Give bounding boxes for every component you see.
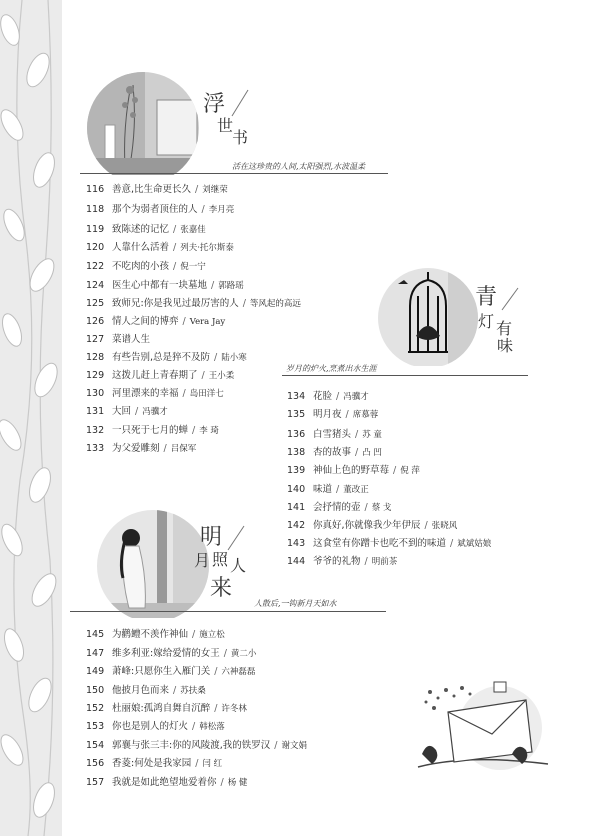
toc-entry[interactable]: 122 不吃肉的小孩 / 倪一宁 [86,261,206,272]
toc-page-number: 142 [287,520,306,531]
toc-title: 郭襄与张三丰:你的风陵渡,我的铁罗汉 [112,740,271,751]
toc-page-number: 139 [287,465,306,476]
toc-author: 王小柔 [208,371,235,381]
toc-page-number: 132 [86,425,105,436]
toc-author: 陆小寒 [221,353,247,363]
toc-entry[interactable]: 125 致师兄:你是我见过最厉害的人 / 等风起的高远 [86,298,301,309]
toc-author: 岛田洋七 [189,389,224,399]
toc-entry[interactable]: 154 郭襄与张三丰:你的风陵渡,我的铁罗汉 / 谢文娟 [86,740,307,751]
section-rule [80,173,388,174]
toc-entry[interactable]: 147 维多利亚:嫁给爱情的女王 / 黄二小 [86,648,257,659]
toc-author: 谢文娟 [281,741,307,751]
toc-entry[interactable]: 143 这食堂有你蹭卡也吃不到的味道 / 斌斌姑娘 [287,538,492,549]
toc-author: 蔡 戈 [371,503,392,513]
section-title-char: 青 [475,285,498,310]
toc-author: 六神磊磊 [221,667,256,677]
toc-page-number: 144 [287,556,306,567]
toc-entry[interactable]: 138 杏的故事 / 凸 凹 [287,447,382,458]
section-title-char: 明 [200,525,223,550]
toc-entry[interactable]: 156 香菱:何处是我家园 / 闫 红 [86,758,223,769]
toc-author: 吕保军 [170,444,197,454]
toc-entry[interactable]: 139 神仙上色的野草莓 / 倪 萍 [287,465,420,476]
toc-title: 为父爱雕刻 [112,443,160,454]
toc-entry[interactable]: 150 他披月色而来 / 苏扶桑 [86,685,206,696]
toc-author: 斌斌姑娘 [457,539,492,549]
toc-title: 明月夜 [313,409,342,420]
toc-entry[interactable]: 152 杜丽娘:孤鸿自舞自沉醉 / 许冬林 [86,703,247,714]
toc-page-number: 122 [86,261,105,272]
toc-page-number: 141 [287,502,306,513]
toc-entry[interactable]: 145 为鹳鳢不羡作神仙 / 施立松 [86,629,225,640]
toc-page-number: 127 [86,334,105,345]
toc-entry[interactable] [86,334,150,346]
toc-author: 许冬林 [221,704,247,714]
toc-page-number: 157 [86,777,105,788]
toc-page-number: 131 [86,406,105,417]
toc-page-number: 119 [86,224,105,235]
slash-divider [230,88,250,118]
toc-page-number: 149 [86,666,105,677]
toc-entry[interactable]: 142 你真好,你就像我少年伊辰 / 张晓风 [287,520,458,531]
toc-page-number: 126 [86,316,105,327]
section-tagline: 活在这珍贵的人间,太阳强烈,水波温柔 [232,162,366,171]
toc-page-number: 116 [86,184,105,195]
toc-title: 一只死于七月的蝉 [112,425,189,436]
section-title-char: 照 [212,550,229,569]
toc-page-number: 140 [287,484,306,495]
toc-title: 河里漂来的幸福 [112,388,179,399]
section-rule [282,375,528,376]
toc-title: 维多利亚:嫁给爱情的女王 [112,648,220,659]
toc-entry[interactable]: 136 白雪猪头 / 苏 童 [287,429,382,440]
toc-title: 致陈述的记忆 [112,224,170,235]
toc-title: 为鹳鳢不羡作神仙 [112,629,189,640]
toc-author: 张晓风 [431,521,458,531]
section-title-char: 人 [230,556,247,575]
toc-entry[interactable]: 118 那个为弱者顶住的人 / 李月亮 [86,204,235,215]
toc-title: 杜丽娘:孤鸿自舞自沉醉 [112,703,211,714]
toc-author: 韩松落 [199,722,225,732]
toc-title: 菜谱人生 [112,334,151,345]
toc-author: 等风起的高远 [249,299,301,309]
toc-entry[interactable]: 135 明月夜 / 席慕蓉 [287,409,379,420]
toc-entry[interactable]: 140 味道 / 董改正 [287,484,369,495]
toc-title: 致师兄:你是我见过最厉害的人 [112,298,239,309]
toc-title: 爷爷的礼物 [313,556,361,567]
toc-title: 白雪猪头 [313,429,352,440]
toc-author: 李 琦 [199,426,219,436]
toc-page-number: 145 [86,629,105,640]
toc-page-number: 154 [86,740,105,751]
section-title-char: 浮 [203,92,226,117]
slash-divider [500,286,520,312]
toc-entry[interactable]: 149 萧峰:只愿你生入雁门关 / 六神磊磊 [86,666,256,677]
toc-page-number: 125 [86,298,105,309]
toc-page-number: 133 [86,443,105,454]
toc-title: 不吃肉的小孩 [112,261,170,272]
toc-entry[interactable]: 124 医生心中都有一块墓地 / 郭路瑶 [86,280,244,291]
section-title-char: 味 [497,336,514,355]
toc-title: 会抒情的壶 [313,502,361,513]
toc-entry[interactable]: 141 会抒情的壶 / 蔡 戈 [287,502,392,513]
toc-author: 苏扶桑 [180,686,206,696]
toc-title: 这拨儿赶上青春期了 [112,370,198,381]
section-title-char: 灯 [478,312,495,331]
toc-title: 那个为弱者顶住的人 [112,204,198,215]
toc-title: 你也是别人的灯火 [112,721,189,732]
toc-page-number: 150 [86,685,105,696]
toc-page-number: 147 [86,648,105,659]
toc-author: 冯骥才 [343,392,369,402]
toc-author: 刘继荣 [202,185,228,195]
toc-author: Vera Jay [189,317,226,327]
toc-entry[interactable]: 157 我就是如此绝望地爱着你 / 杨 健 [86,777,248,788]
toc-entry[interactable]: 132 一只死于七月的蝉 / 李 琦 [86,425,219,436]
toc-page-number: 143 [287,538,306,549]
toc-page-number: 156 [86,758,105,769]
toc-title: 味道 [313,484,333,495]
toc-page-number: 129 [86,370,105,381]
toc-page-number: 120 [86,242,105,253]
toc-entry[interactable]: 126 情人之间的博弈 / Vera Jay [86,316,226,327]
toc-author: 列夫·托尔斯泰 [180,243,234,253]
toc-title: 善意,比生命更长久 [112,184,192,195]
section-title-char: 月 [194,551,211,570]
toc-page-number: 130 [86,388,105,399]
toc-page-number: 138 [287,447,306,458]
toc-author: 李月亮 [208,205,235,215]
toc-page-number: 135 [287,409,306,420]
toc-author: 黄二小 [230,649,257,659]
section-tagline: 人散后,一钩新月天如水 [254,599,337,608]
toc-title: 人靠什么活着 [112,242,170,253]
section-title-char: 来 [210,576,233,601]
toc-entry[interactable]: 129 这拨儿赶上青春期了 / 王小柔 [86,370,235,381]
toc-author: 明前茶 [371,557,398,567]
toc-page-number: 153 [86,721,105,732]
section-title-char: 书 [232,128,249,147]
section-title-char: 有 [496,319,513,338]
toc-page-number: 128 [86,352,105,363]
toc-title: 你真好,你就像我少年伊辰 [313,520,421,531]
toc-title: 香菱:何处是我家园 [112,758,192,769]
vase-photo-icon [85,70,210,175]
toc-title: 花脸 [313,391,333,402]
toc-title: 神仙上色的野草莓 [313,465,390,476]
toc-title: 有些告别,总是猝不及防 [112,352,211,363]
toc-title: 医生心中都有一块墓地 [112,280,208,291]
toc-page-number: 118 [86,204,105,215]
toc-title: 这食堂有你蹭卡也吃不到的味道 [313,538,447,549]
toc-author: 冯骥才 [142,407,168,417]
toc-title: 大回 [112,406,132,417]
toc-author: 杨 健 [227,778,248,788]
section-tagline: 岁月的炉火,烹煮出水生涯 [286,364,377,373]
toc-author: 苏 童 [362,430,382,440]
toc-entry[interactable]: 133 为父爱雕刻 / 吕保军 [86,443,197,454]
toc-title: 情人之间的博弈 [112,316,179,327]
birdcage-icon [368,266,488,366]
toc-title: 萧峰:只愿你生入雁门关 [112,666,211,677]
toc-author: 张嘉佳 [180,225,206,235]
toc-author: 施立松 [199,630,225,640]
toc-author: 董改正 [343,485,369,495]
toc-entry[interactable]: 119 致陈述的记忆 / 张嘉佳 [86,224,206,235]
toc-entry[interactable]: 144 爷爷的礼物 / 明前茶 [287,556,398,567]
toc-page-number: 134 [287,391,306,402]
slash-divider [226,524,246,552]
toc-author: 闫 红 [202,759,223,769]
leaf-pattern-icon [0,0,62,836]
toc-title: 杏的故事 [313,447,352,458]
toc-author: 凸 凹 [362,448,382,458]
toc-page-number: 136 [287,429,306,440]
toc-entry[interactable]: 134 花脸 / 冯骥才 [287,391,369,402]
toc-title: 我就是如此绝望地爱着你 [112,777,217,788]
toc-entry[interactable]: 130 河里漂来的幸福 / 岛田洋七 [86,388,224,399]
section-rule [70,611,386,612]
section-title-char: 世 [217,116,234,135]
toc-author: 倪 萍 [400,466,420,476]
toc-author: 席慕蓉 [352,410,379,420]
toc-entry[interactable]: 120 人靠什么活着 / 列夫·托尔斯泰 [86,242,234,253]
toc-entry[interactable]: 128 有些告别,总是猝不及防 / 陆小寒 [86,352,247,363]
leaf-pattern-strip [0,0,62,836]
toc-page-number: 152 [86,703,105,714]
toc-entry[interactable]: 116 善意,比生命更长久 / 刘继荣 [86,184,228,195]
toc-entry[interactable]: 153 你也是别人的灯火 / 韩松落 [86,721,225,732]
toc-entry[interactable]: 131 大回 / 冯骥才 [86,406,168,417]
toc-author: 倪一宁 [180,262,206,272]
toc-title: 他披月色而来 [112,685,170,696]
envelope-illustration-icon [408,672,558,772]
toc-author: 郭路瑶 [218,281,244,291]
toc-page-number: 124 [86,280,105,291]
